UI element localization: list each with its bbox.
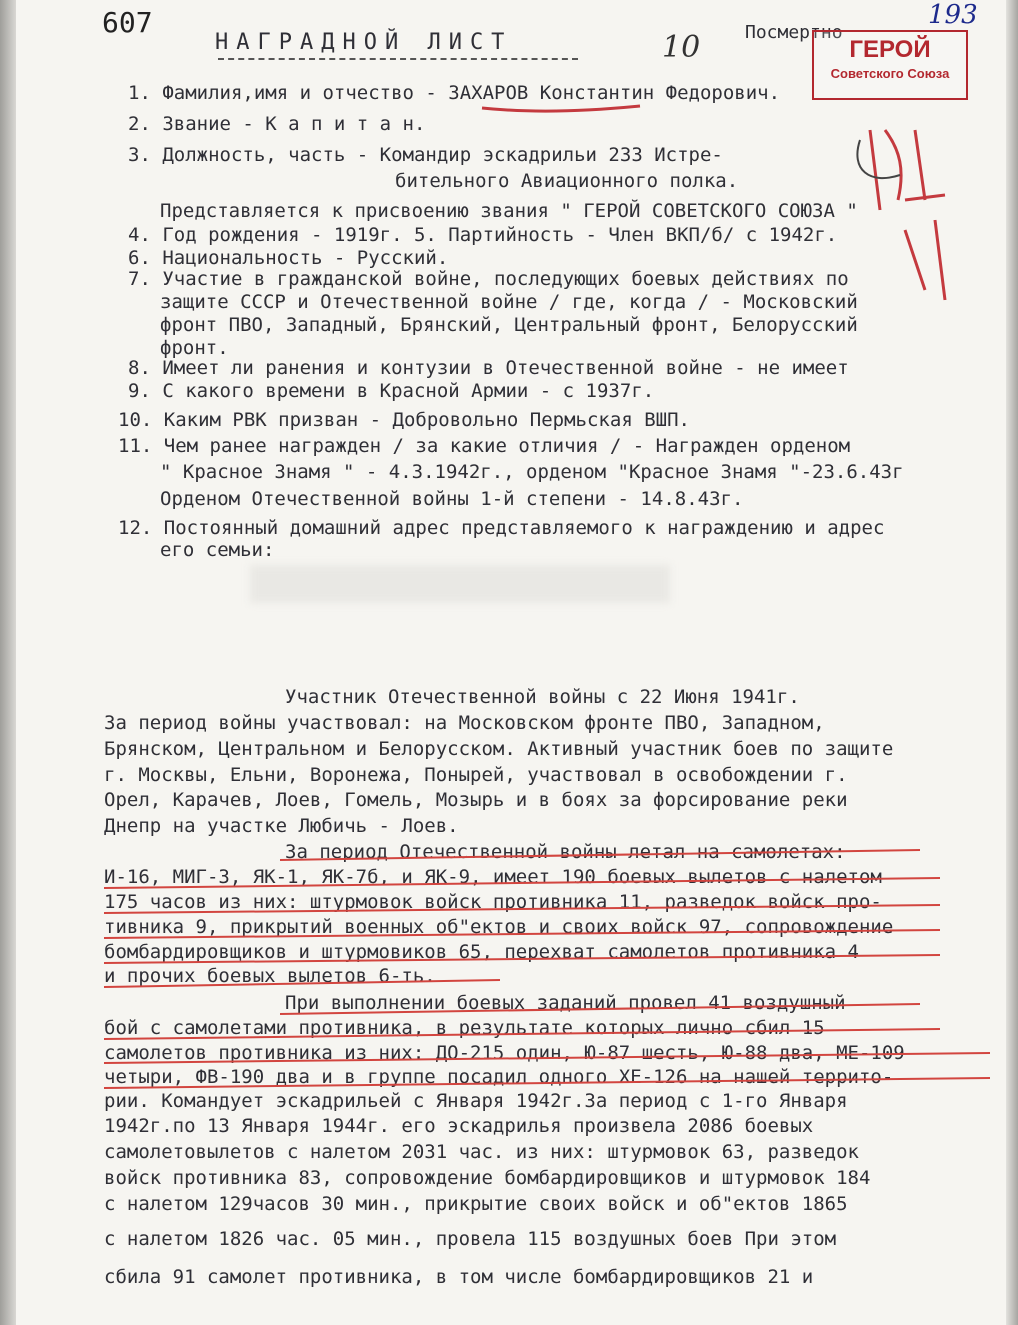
narrative-line: сбила 91 самолет противника, в том числе бомбардировщиков 21 и [104, 1266, 814, 1288]
field-line-11: 11. Чем ранее награжден / за какие отличия / - Награжден орденом [118, 435, 851, 457]
narrative-line: с налетом 1826 час. 05 мин., провела 115 воздушных боев При этом [104, 1228, 837, 1250]
narrative-line: и прочих боевых вылетов 6-ть. [104, 965, 436, 987]
field-line-3-cont: бительного Авиационного полка. [395, 170, 739, 192]
red-underline [104, 1053, 990, 1063]
red-underline [104, 905, 940, 913]
narrative-line: 1942г.по 13 Января 1944г. его эскадрилья произвела 2086 боевых [104, 1115, 814, 1137]
field-line-10: 10. Каким РВК призван - Добровольно Пермьская ВШП. [118, 409, 690, 431]
narrative-line: тивника 9, прикрытий военных об"ектов и своих войск 97, сопровождение [104, 916, 894, 938]
name-underline [482, 106, 640, 111]
narrative-line: Днепр на участке Любичь - Лоев. [104, 815, 459, 837]
red-underline [104, 878, 940, 888]
field-line-8: 8. Имеет ли ранения и контузии в Отечественной войне - не имеет [128, 357, 849, 379]
narrative-line: бой с самолетами противника, в результате которых лично сбил 15 [104, 1017, 825, 1039]
narrative-line: бомбардировщиков и штурмовиков 65, перехват самолетов противника 4 [104, 941, 859, 963]
field-line-7-cont-2: фронт ПВО, Западный, Брянский, Центральный фронт, Белорусский [160, 314, 858, 336]
narrative-line: Орел, Карачев, Лоев, Гомель, Мозырь и в боях за форсирование реки [104, 789, 848, 811]
narrative-line: с налетом 129часов 30 мин., прикрытие своих войск и об"ектов 1865 [104, 1193, 848, 1215]
narrative-line: За период Отечественной войны летал на самолетах: [285, 841, 846, 863]
stamp-title: ГЕРОЙ [849, 36, 931, 63]
field-line-1: 1. Фамилия,имя и отчество - ЗАХАРОВ Константин Федорович. [128, 82, 781, 104]
red-scribble [905, 130, 945, 200]
red-underline [280, 1004, 920, 1014]
field-line-9: 9. С какого времени в Красной Армии - с 1937г. [128, 380, 655, 402]
handwritten-number: 10 [662, 30, 701, 65]
narrative-line: И-16, МИГ-3, ЯК-1, ЯК-7б, и ЯК-9, имеет 190 боевых вылетов с налетом [104, 866, 882, 888]
red-underline [280, 850, 920, 860]
narrative-line: При выполнении боевых заданий провел 41 воздушный [285, 992, 846, 1014]
field-line-11-cont-2: Орденом Отечественной войны 1-й степени - 14.8.43г. [160, 488, 744, 510]
narrative-line: За период войны участвовал: на Московском фронте ПВО, Западном, [104, 712, 825, 734]
posthumous-note: Посмертно [745, 22, 843, 43]
stamp-subtitle: Советского Союза [830, 66, 950, 81]
page-number: 193 [928, 0, 978, 30]
red-scribble [870, 130, 901, 210]
narrative-line: четыри, ФВ-190 два и в группе посадил одного ХЕ-126 на нашей террито- [104, 1066, 894, 1088]
red-underline [104, 930, 940, 938]
narrative-line: самолетовылетов с налетом 2031 час. из них: штурмовок 63, разведок [104, 1141, 859, 1163]
field-line-11-cont-1: " Красное Знамя " - 4.3.1942г., орденом "Красное Знамя "-23.6.43г [160, 461, 904, 483]
narrative-line: самолетов противника из них: ДО-215 один, Ю-87 шесть, Ю-88 два, МЕ-109 [104, 1042, 905, 1064]
field-line-4: 4. Год рождения - 1919г. 5. Партийность - Член ВКП/б/ с 1942г. [128, 224, 838, 246]
red-underline [104, 980, 500, 987]
document-title: НАГРАДНОЙ ЛИСТ [215, 30, 513, 55]
red-underline [104, 955, 940, 963]
narrative-line: г. Москвы, Ельни, Воронежа, Понырей, участвовал в освобождении г. [104, 764, 848, 786]
field-line-7-cont-1: защите СССР и Отечественной войне / где, когда / - Московский [160, 291, 858, 313]
field-line-6: 6. Национальность - Русский. [128, 247, 449, 269]
field-line-7: 7. Участие в гражданской войне, последующих боевых действиях по [128, 268, 849, 290]
narrative-heading: Участник Отечественной войны с 22 Июня 1941г. [285, 686, 800, 708]
nomination-line: Представляется к присвоению звания " ГЕРОЙ СОВЕТСКОГО СОЮЗА " [160, 200, 858, 222]
field-line-2: 2. Звание - К а п и т а н. [128, 113, 426, 135]
field-line-12-cont: его семьи: [160, 539, 275, 561]
field-line-3: 3. Должность, часть - Командир эскадрильи 233 Истре- [128, 144, 723, 166]
archive-mark: 607 [102, 6, 153, 39]
narrative-line: 175 часов из них: штурмовок войск противника 11, разведок войск про- [104, 891, 882, 913]
narrative-line: войск противника 83, сопровождение бомбардировщиков и штурмовок 184 [104, 1167, 871, 1189]
red-underline [104, 1078, 990, 1088]
narrative-line: рии. Командует эскадрильей с Января 1942г.За период с 1-го Января [104, 1090, 848, 1112]
red-underline [104, 1029, 940, 1039]
narrative-line: Брянском, Центральном и Белорусском. Активный участник боев по защите [104, 738, 894, 760]
field-line-12: 12. Постоянный домашний адрес представляемого к награждению и адрес [118, 517, 885, 539]
field-line-7-cont-3: фронт. [160, 337, 229, 359]
red-scribble [905, 220, 945, 300]
